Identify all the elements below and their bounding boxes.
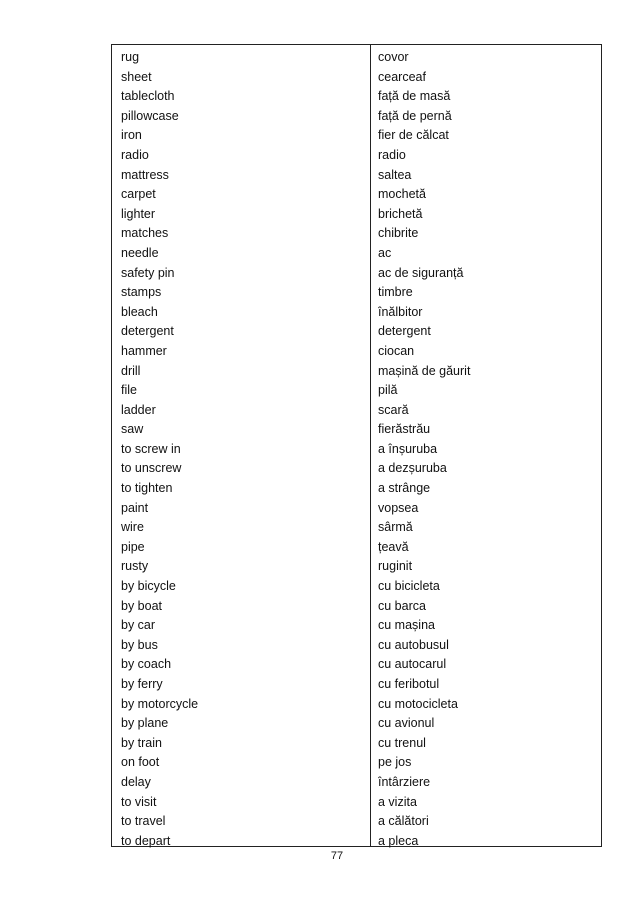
english-term: by ferry bbox=[121, 677, 163, 691]
romanian-term: cu avionul bbox=[378, 716, 435, 731]
english-term: rusty bbox=[121, 559, 149, 574]
english-term: to unscrew bbox=[121, 461, 182, 476]
english-term: to visit bbox=[121, 794, 157, 809]
romanian-term: covor bbox=[378, 50, 409, 64]
romanian-term: radio bbox=[378, 147, 406, 162]
english-term: lighter bbox=[121, 206, 156, 221]
english-term: delay bbox=[121, 774, 151, 789]
english-term: by plane bbox=[121, 716, 169, 731]
romanian-term: ac de siguranță bbox=[378, 265, 464, 280]
english-term: rug bbox=[121, 50, 140, 64]
english-term: mattress bbox=[121, 167, 169, 182]
romanian-term: cu bicicleta bbox=[378, 579, 440, 594]
romanian-term: a călători bbox=[378, 814, 429, 829]
english-term: wire bbox=[121, 520, 144, 535]
english-column bbox=[112, 45, 371, 846]
romanian-term: fierăstrău bbox=[378, 422, 431, 437]
english-term: radio bbox=[121, 147, 149, 162]
english-term: on foot bbox=[121, 755, 160, 770]
english-term: sheet bbox=[121, 69, 152, 84]
romanian-term: cu autocarul bbox=[378, 657, 447, 672]
english-term: to depart bbox=[121, 833, 171, 848]
english-term: to screw in bbox=[121, 441, 181, 456]
english-term: saw bbox=[121, 422, 144, 437]
romanian-term: a înșuruba bbox=[378, 441, 438, 456]
english-term: to tighten bbox=[121, 481, 173, 496]
english-term: safety pin bbox=[121, 265, 175, 280]
english-term: by bus bbox=[121, 637, 158, 652]
romanian-term: pe jos bbox=[378, 755, 412, 770]
english-term: carpet bbox=[121, 187, 156, 202]
english-term: drill bbox=[121, 363, 141, 378]
english-term: by motorcycle bbox=[121, 696, 199, 711]
romanian-term: înălbitor bbox=[378, 304, 423, 319]
romanian-term: sârmă bbox=[378, 520, 413, 535]
romanian-term: detergent bbox=[378, 324, 431, 339]
romanian-term: a dezșuruba bbox=[378, 461, 447, 476]
english-term: by car bbox=[121, 618, 156, 633]
romanian-term: a strânge bbox=[378, 481, 431, 496]
romanian-term: cu feribotul bbox=[378, 677, 440, 691]
english-term: file bbox=[121, 383, 137, 398]
english-term: paint bbox=[121, 500, 149, 515]
romanian-term: mașină de găurit bbox=[378, 363, 471, 378]
romanian-term: brichetă bbox=[378, 206, 423, 221]
english-term: pipe bbox=[121, 539, 145, 554]
romanian-term: țeavă bbox=[378, 539, 409, 554]
romanian-term: cu barca bbox=[378, 598, 426, 613]
romanian-term: a pleca bbox=[378, 833, 419, 848]
page-number: 77 bbox=[330, 850, 344, 862]
romanian-term: ac bbox=[378, 245, 392, 260]
romanian-term: față de masă bbox=[378, 89, 451, 104]
romanian-term: a vizita bbox=[378, 794, 417, 809]
romanian-term: cu motocicleta bbox=[378, 696, 458, 711]
romanian-term: timbre bbox=[378, 285, 413, 300]
romanian-term: întârziere bbox=[378, 774, 431, 789]
romanian-term: pilă bbox=[378, 383, 398, 398]
english-term: iron bbox=[121, 128, 142, 143]
english-term: stamps bbox=[121, 285, 162, 300]
english-term: detergent bbox=[121, 324, 174, 339]
romanian-term: saltea bbox=[378, 167, 412, 182]
romanian-term: față de pernă bbox=[378, 108, 452, 123]
romanian-term: mochetă bbox=[378, 187, 426, 202]
romanian-term: ciocan bbox=[378, 343, 415, 358]
english-term: to travel bbox=[121, 814, 166, 829]
romanian-term: cu mașina bbox=[378, 618, 435, 633]
english-term: by bicycle bbox=[121, 579, 176, 594]
english-term: needle bbox=[121, 245, 159, 260]
romanian-column bbox=[371, 45, 601, 846]
english-term: pillowcase bbox=[121, 108, 179, 123]
english-term: hammer bbox=[121, 343, 167, 358]
romanian-term: cu trenul bbox=[378, 735, 426, 750]
romanian-term: vopsea bbox=[378, 500, 419, 515]
romanian-term: fier de călcat bbox=[378, 128, 449, 143]
english-term: tablecloth bbox=[121, 89, 175, 104]
english-term: by train bbox=[121, 735, 162, 750]
romanian-term: cu autobusul bbox=[378, 637, 449, 652]
english-term: by boat bbox=[121, 598, 163, 613]
english-term: matches bbox=[121, 226, 169, 241]
romanian-term: chibrite bbox=[378, 226, 419, 241]
romanian-term: ruginit bbox=[378, 559, 413, 574]
english-term: bleach bbox=[121, 304, 158, 319]
english-term: by coach bbox=[121, 657, 172, 672]
romanian-term: scară bbox=[378, 402, 409, 417]
vocabulary-table bbox=[111, 44, 602, 847]
english-term: ladder bbox=[121, 402, 156, 417]
romanian-term: cearceaf bbox=[378, 69, 426, 84]
